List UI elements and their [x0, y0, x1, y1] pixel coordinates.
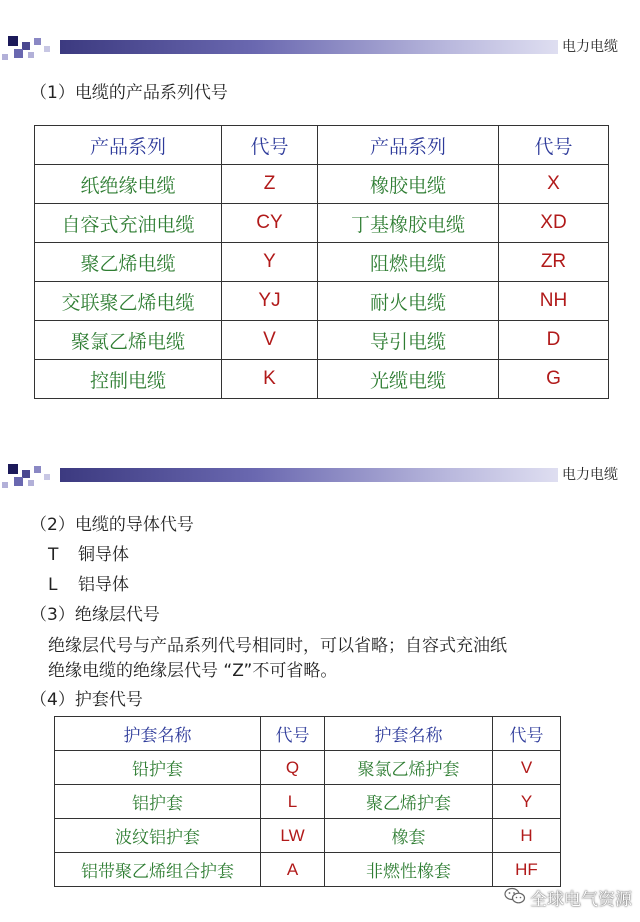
insulation-note-line: 绝缘电缆的绝缘层代号 “Z”不可省略。	[48, 661, 338, 681]
conductor-code: L	[48, 575, 58, 595]
header-bar	[60, 468, 615, 482]
table-row	[35, 243, 609, 282]
table-row	[55, 853, 561, 887]
product-series-table	[34, 125, 609, 399]
logo-squares-icon	[0, 34, 60, 66]
slide-divider	[0, 440, 640, 456]
sheath-code-cell: L	[261, 785, 325, 819]
table-row	[35, 321, 609, 360]
series-name-cell: 丁基橡胶电缆	[318, 204, 499, 243]
column-header: 代号	[493, 717, 561, 751]
table-row	[35, 282, 609, 321]
series-name-cell: 橡胶电缆	[318, 165, 499, 204]
product-series-heading: （1）电缆的产品系列代号	[30, 83, 228, 103]
series-code-cell: CY	[222, 204, 318, 243]
conductor-item	[48, 540, 129, 565]
slide-header	[0, 462, 640, 494]
table-row	[55, 751, 561, 785]
table-row	[35, 204, 609, 243]
column-header: 代号	[261, 717, 325, 751]
sheath-table	[54, 716, 561, 887]
series-code-cell: YJ	[222, 282, 318, 321]
table-row	[55, 819, 561, 853]
series-code-cell: V	[222, 321, 318, 360]
sheath-name-cell: 聚氯乙烯护套	[325, 751, 493, 785]
header-bar	[60, 40, 615, 54]
slide-product-series	[0, 0, 640, 440]
slide-header	[0, 34, 640, 66]
series-name-cell: 阻燃电缆	[318, 243, 499, 282]
header-title: 电力电缆	[558, 36, 622, 56]
table-row	[35, 165, 609, 204]
series-code-cell: X	[499, 165, 609, 204]
sheath-code-cell: H	[493, 819, 561, 853]
conductor-heading: （2）电缆的导体代号	[30, 515, 194, 535]
series-name-cell: 耐火电缆	[318, 282, 499, 321]
sheath-code-cell: Q	[261, 751, 325, 785]
series-name-cell: 自容式充油电缆	[35, 204, 222, 243]
insulation-heading: （3）绝缘层代号	[30, 605, 160, 625]
series-code-cell: Z	[222, 165, 318, 204]
column-header: 产品系列	[35, 126, 222, 165]
table-header-row	[35, 126, 609, 165]
sheath-name-cell: 橡套	[325, 819, 493, 853]
sheath-code-cell: LW	[261, 819, 325, 853]
series-code-cell: NH	[499, 282, 609, 321]
conductor-code: T	[48, 545, 59, 565]
watermark	[504, 885, 632, 910]
table-header-row	[55, 717, 561, 751]
series-name-cell: 交联聚乙烯电缆	[35, 282, 222, 321]
series-code-cell: G	[499, 360, 609, 399]
sheath-name-cell: 非燃性橡套	[325, 853, 493, 887]
sheath-name-cell: 聚乙烯护套	[325, 785, 493, 819]
sheath-name-cell: 铝护套	[55, 785, 261, 819]
sheath-heading: （4）护套代号	[30, 690, 143, 710]
series-name-cell: 聚乙烯电缆	[35, 243, 222, 282]
sheath-code-cell: Y	[493, 785, 561, 819]
series-code-cell: D	[499, 321, 609, 360]
header-title: 电力电缆	[558, 464, 622, 484]
insulation-note-line: 绝缘层代号与产品系列代号相同时，可以省略；自容式充油纸	[48, 636, 507, 656]
column-header: 护套名称	[55, 717, 261, 751]
series-name-cell: 导引电缆	[318, 321, 499, 360]
conductor-label: 铝导体	[78, 575, 129, 595]
series-code-cell: Y	[222, 243, 318, 282]
wechat-icon	[504, 887, 526, 910]
logo-squares-icon	[0, 462, 60, 494]
series-name-cell: 纸绝缘电缆	[35, 165, 222, 204]
sheath-name-cell: 铅护套	[55, 751, 261, 785]
sheath-name-cell: 铝带聚乙烯组合护套	[55, 853, 261, 887]
table-row	[35, 360, 609, 399]
series-code-cell: XD	[499, 204, 609, 243]
conductor-label: 铜导体	[78, 545, 129, 565]
sheath-code-cell: HF	[493, 853, 561, 887]
sheath-code-cell: V	[493, 751, 561, 785]
series-name-cell: 聚氯乙烯电缆	[35, 321, 222, 360]
column-header: 产品系列	[318, 126, 499, 165]
series-name-cell: 控制电缆	[35, 360, 222, 399]
column-header: 代号	[499, 126, 609, 165]
series-code-cell: K	[222, 360, 318, 399]
column-header: 代号	[222, 126, 318, 165]
slide-conductor-sheath	[0, 456, 640, 922]
series-code-cell: ZR	[499, 243, 609, 282]
watermark-text: 全球电气资源	[530, 890, 632, 910]
sheath-name-cell: 波纹铝护套	[55, 819, 261, 853]
sheath-code-cell: A	[261, 853, 325, 887]
table-row	[55, 785, 561, 819]
series-name-cell: 光缆电缆	[318, 360, 499, 399]
column-header: 护套名称	[325, 717, 493, 751]
conductor-item	[48, 570, 129, 595]
